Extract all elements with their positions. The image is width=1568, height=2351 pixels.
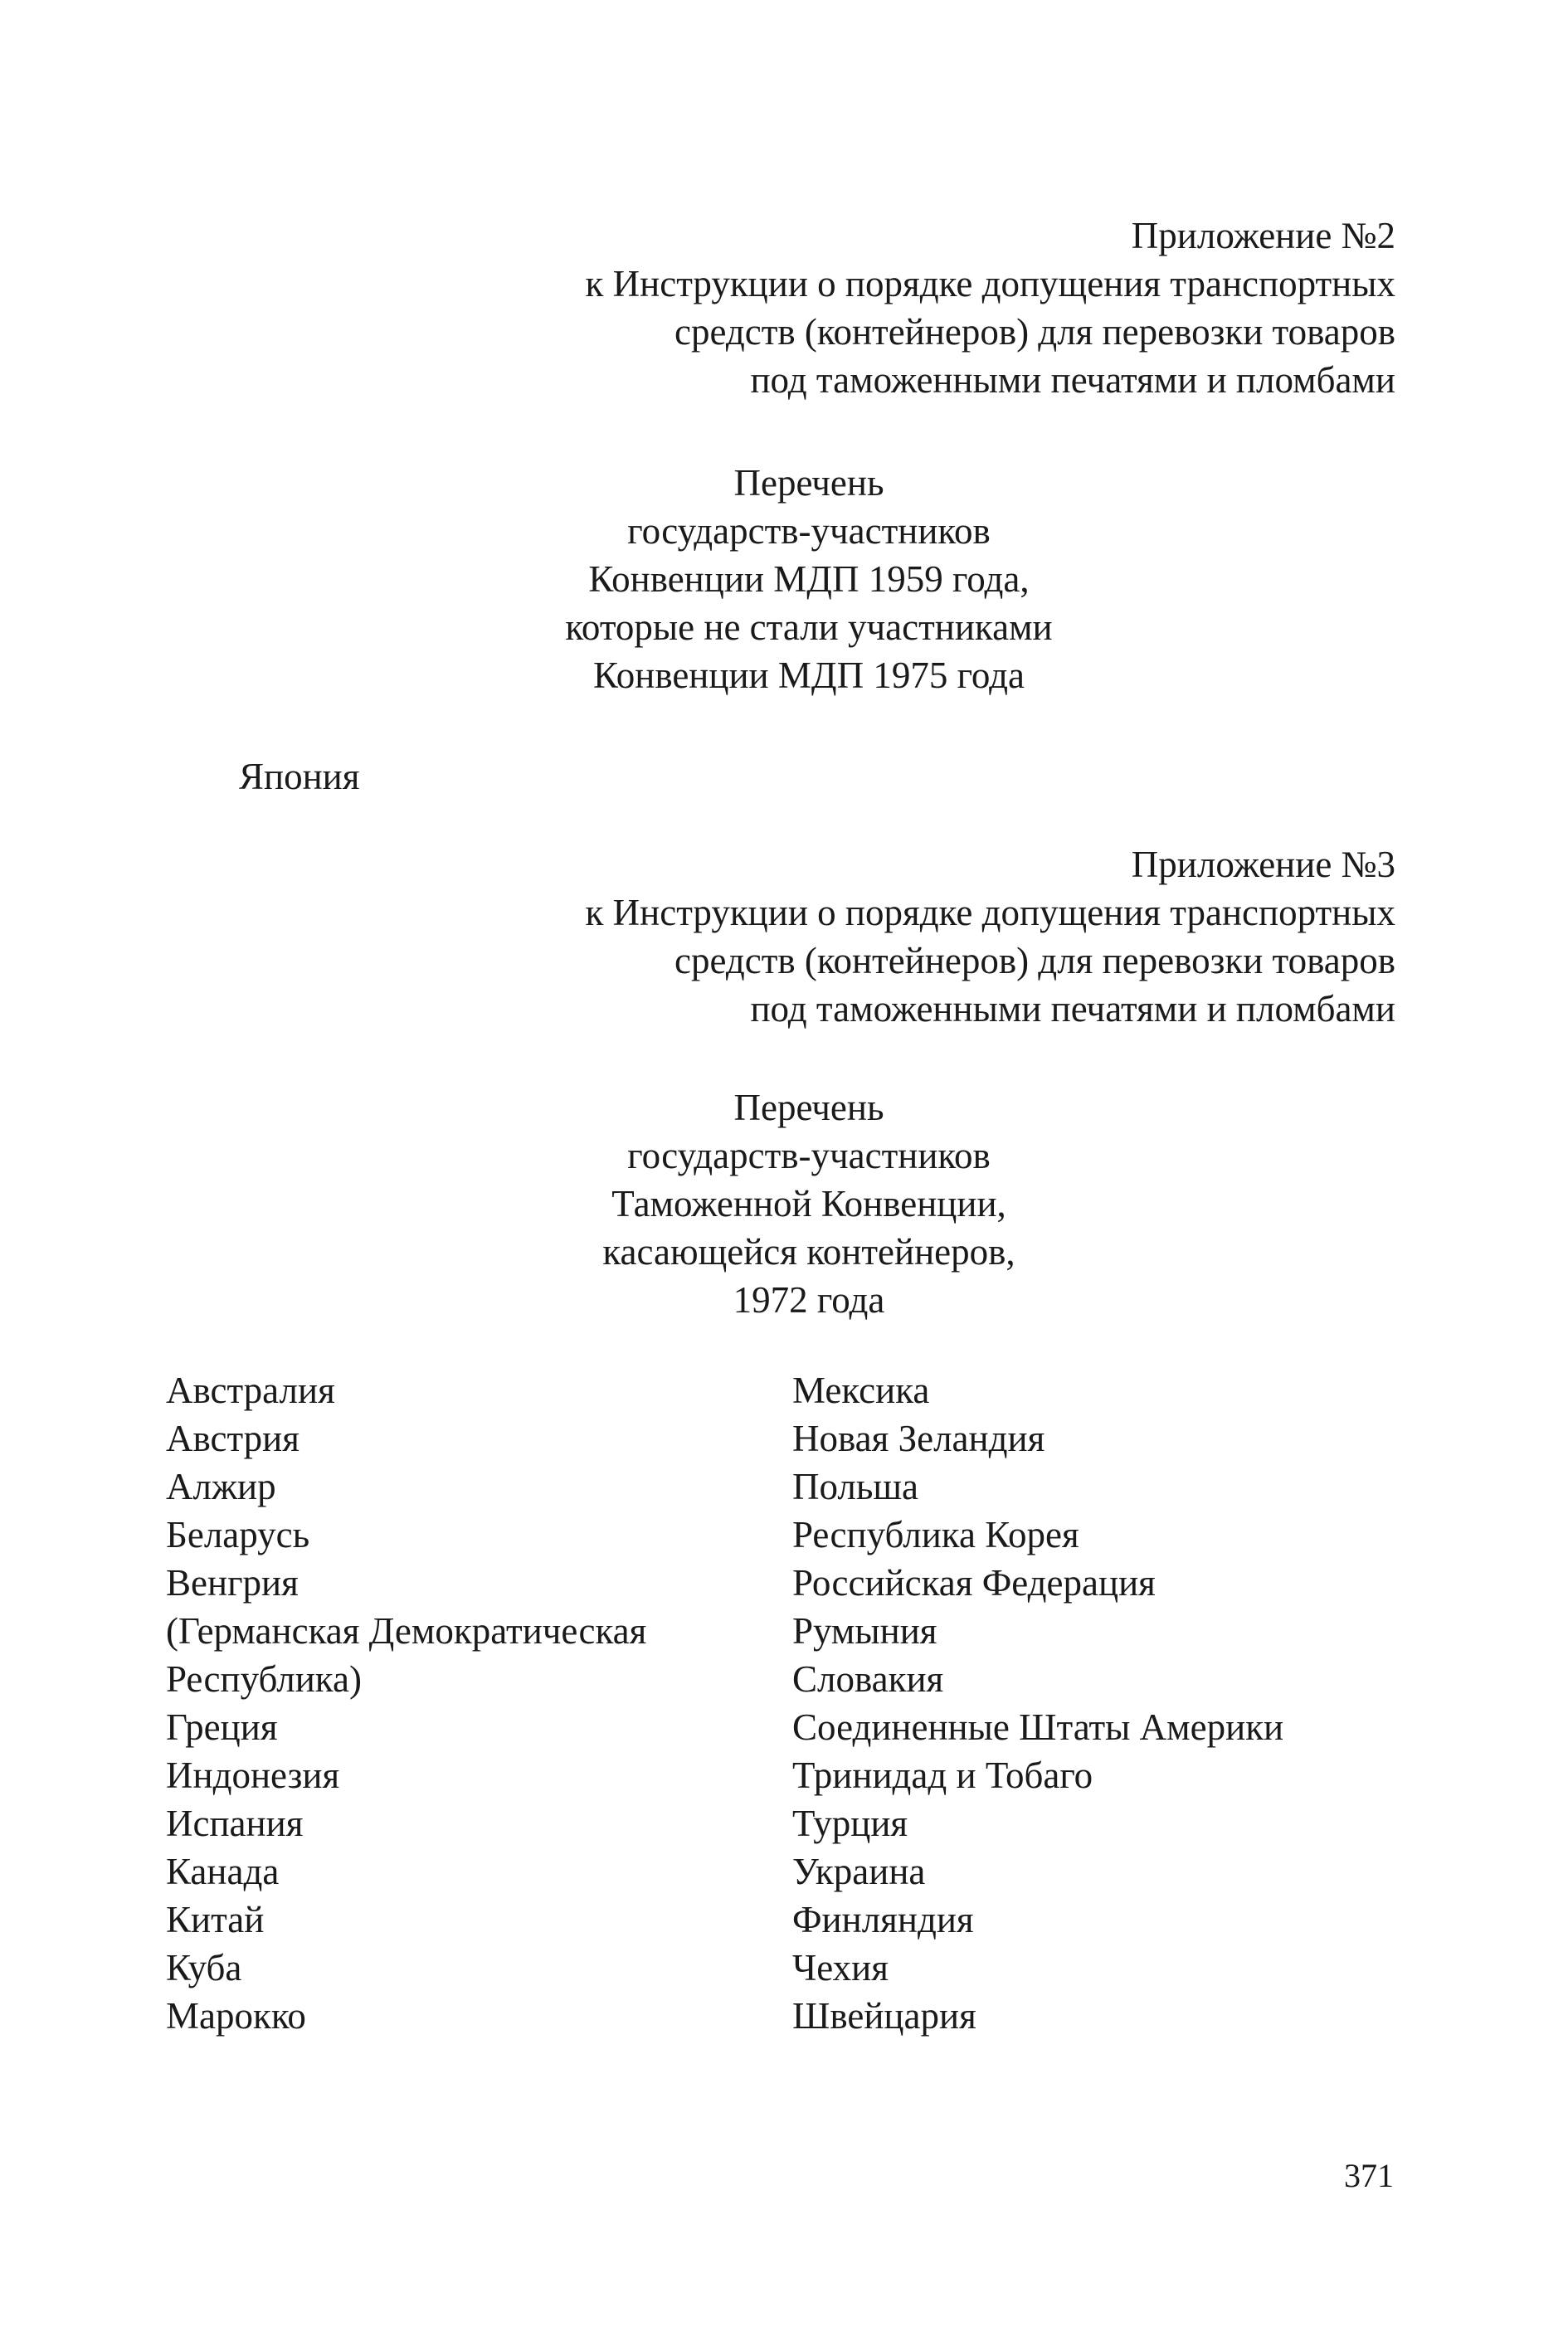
appendix-2-reference-line: под таможенными печатями и пломбами: [750, 359, 1395, 401]
country-item: Беларусь: [166, 1514, 310, 1555]
country-item: Австралия: [166, 1370, 335, 1411]
country-item: Австрия: [166, 1418, 299, 1459]
country-item: Канада: [166, 1851, 280, 1892]
appendix-3-title-line: 1972 года: [733, 1279, 885, 1321]
country-item: Куба: [166, 1947, 242, 1988]
country-item: Соединенные Штаты Америки: [792, 1706, 1284, 1748]
country-item: Марокко: [166, 1995, 306, 2037]
country-list-right: [792, 1366, 1283, 2040]
appendix-2-list-title: [0, 459, 1568, 699]
country-item: Швейцария: [792, 1995, 976, 2037]
country-item: Польша: [792, 1466, 919, 1507]
appendix-3-reference-line: к Инструкции о порядке допущения транспортных: [585, 892, 1395, 933]
country-item: Алжир: [166, 1466, 276, 1507]
appendix-3-list-title: [0, 1083, 1568, 1324]
appendix-3-label: Приложение №3: [1131, 844, 1395, 885]
appendix-2-title-line: Конвенции МДП 1959 года,: [588, 558, 1030, 600]
country-item: Российская Федерация: [792, 1562, 1156, 1604]
appendix-2-reference-line: средств (контейнеров) для перевозки товаров: [674, 311, 1395, 353]
country-item: Новая Зеландия: [792, 1418, 1045, 1459]
country-item: Китай: [166, 1899, 265, 1940]
country-item: Венгрия: [166, 1562, 299, 1604]
appendix-2-title-line: государств-участников: [627, 510, 991, 552]
country-item: Индонезия: [166, 1755, 340, 1796]
country-item: Чехия: [792, 1947, 889, 1988]
appendix-2-title-line: которые не стали участниками: [565, 606, 1053, 648]
appendix-3-title-line: государств-участников: [627, 1135, 991, 1176]
appendix-2-label: Приложение №2: [1131, 215, 1395, 256]
country-item: Мексика: [792, 1370, 930, 1411]
country-item: Греция: [166, 1706, 278, 1748]
country-item: Финляндия: [792, 1899, 974, 1940]
appendix-3-header: [586, 840, 1395, 1033]
appendix-3-reference-line: под таможенными печатями и пломбами: [750, 988, 1395, 1029]
appendix-2-title-line: Конвенции МДП 1975 года: [592, 655, 1025, 696]
country-item: Тринидад и Тобаго: [792, 1755, 1093, 1796]
country-item: Словакия: [792, 1658, 944, 1700]
appendix-3-title-line: Таможенной Конвенции,: [611, 1183, 1006, 1224]
appendix-2-title-line: Перечень: [733, 462, 884, 504]
country-item: Турция: [792, 1803, 908, 1844]
country-item: (Германская Демократическая: [166, 1610, 647, 1652]
appendix-2-reference-line: к Инструкции о порядке допущения транспортных: [585, 263, 1395, 304]
appendix-3-reference-line: средств (контейнеров) для перевозки товаров: [674, 940, 1395, 981]
country-item: Республика): [166, 1658, 362, 1700]
country-item: Республика Корея: [792, 1514, 1079, 1555]
country-item: Украина: [792, 1851, 926, 1892]
country-item: Испания: [166, 1803, 304, 1844]
appendix-2-country: Япония: [239, 756, 360, 797]
appendix-2-header: [586, 212, 1395, 404]
appendix-3-title-line: Перечень: [733, 1087, 884, 1128]
appendix-3-title-line: касающейся контейнеров,: [602, 1231, 1015, 1273]
country-item: Румыния: [792, 1610, 937, 1652]
country-list-left: [166, 1366, 646, 2040]
page-number: 371: [1344, 2157, 1394, 2194]
